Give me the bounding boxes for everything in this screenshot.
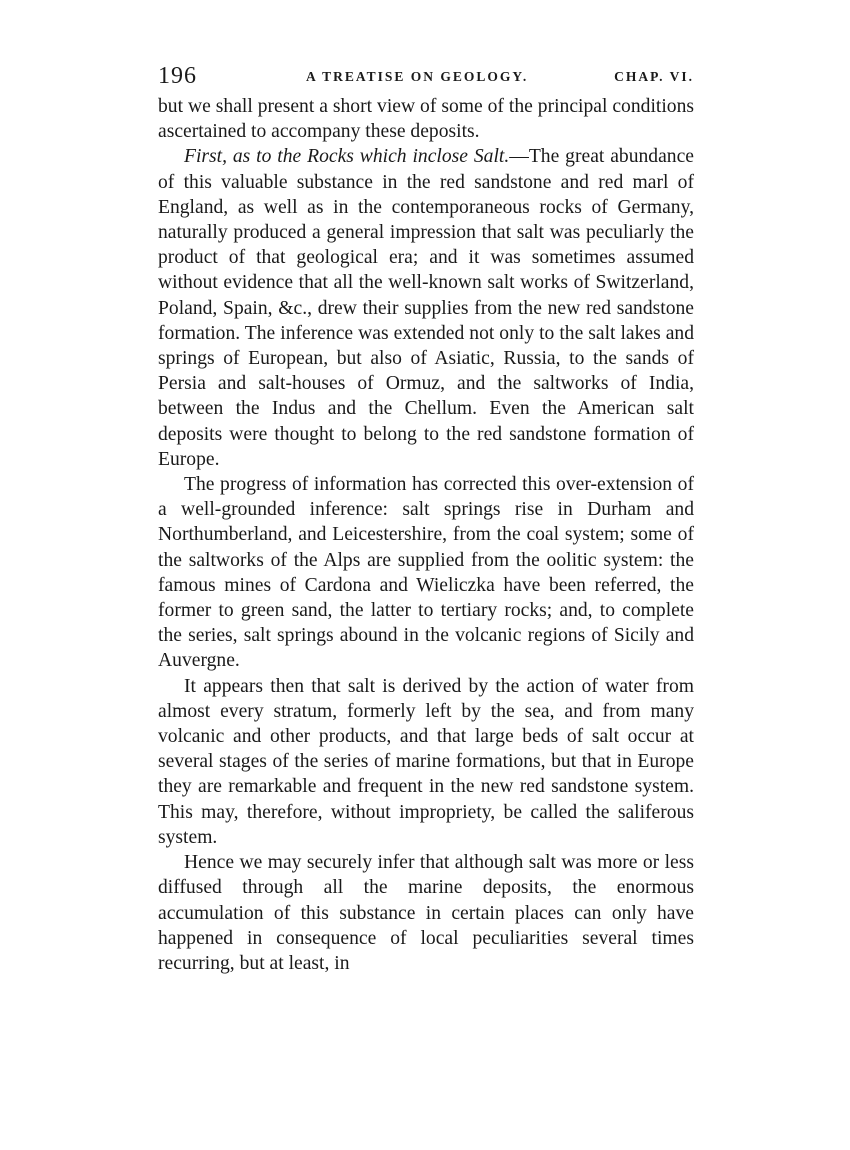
book-page [158, 58, 694, 976]
paragraph-2-heading: First, as to the Rocks which inclose Salt. [184, 146, 510, 168]
book-title: A TREATISE ON GEOLOGY. [306, 69, 529, 84]
paragraph-3 [158, 472, 694, 674]
paragraph-1-text: but we shall present a short view of some of the principal conditions ascertained to accompany these deposits. [158, 96, 694, 143]
paragraph-3-text: The progress of information has corrected this over-extension of a well-grounded inference: salt springs rise in Durham and Northumberland, and Leicestershire, from the coal system; some of the saltworks of the Alps are supplied from the oolitic system: the famous mines of Cardona and Wieliczka have been referred, the former to green sand, the latter to tertiary rocks; and, to complete the series, salt springs abound in the volcanic regions of Sicily and Auvergne. [158, 474, 694, 672]
chapter-label: CHAP. VI. [614, 69, 694, 84]
paragraph-5 [158, 850, 694, 976]
paragraph-4-text: It appears then that salt is derived by the action of water from almost every stratum, formerly left by the sea, and from many volcanic and other products, and that large beds of salt occur at several stages of the series of marine formations, but that in Europe they are remarkable and frequent in the new red sandstone system. This may, therefore, without impropriety, be called the saliferous system. [158, 675, 694, 848]
paragraph-2 [158, 144, 694, 472]
paragraph-2-text: —The great abundance of this valuable substance in the red sandstone and red marl of England, as well as in the contemporaneous rocks of Germany, naturally produced a general impression that salt was peculiarly the product of that geological era; and it was sometimes assumed without evidence that all the well-known salt works of Switzerland, Poland, Spain, &c., drew their supplies from the new red sandstone formation. The inference was extended not only to the salt lakes and springs of European, but also of Asiatic, Russia, to the sands of Persia and salt-houses of Ormuz, and the saltworks of India, between the Indus and the Chellum. Even the American salt deposits were thought to belong to the red sandstone formation of Europe. [158, 146, 694, 470]
page-number: 196 [158, 63, 197, 89]
paragraph-5-text: Hence we may securely infer that although salt was more or less diffused through all the marine deposits, the enormous accumulation of this substance in certain places can only have happened in consequence of local peculiarities several times recurring, but at least, in [158, 852, 694, 974]
running-header [158, 58, 694, 94]
body-text [158, 94, 694, 976]
paragraph-4 [158, 674, 694, 850]
paragraph-1 [158, 94, 694, 144]
